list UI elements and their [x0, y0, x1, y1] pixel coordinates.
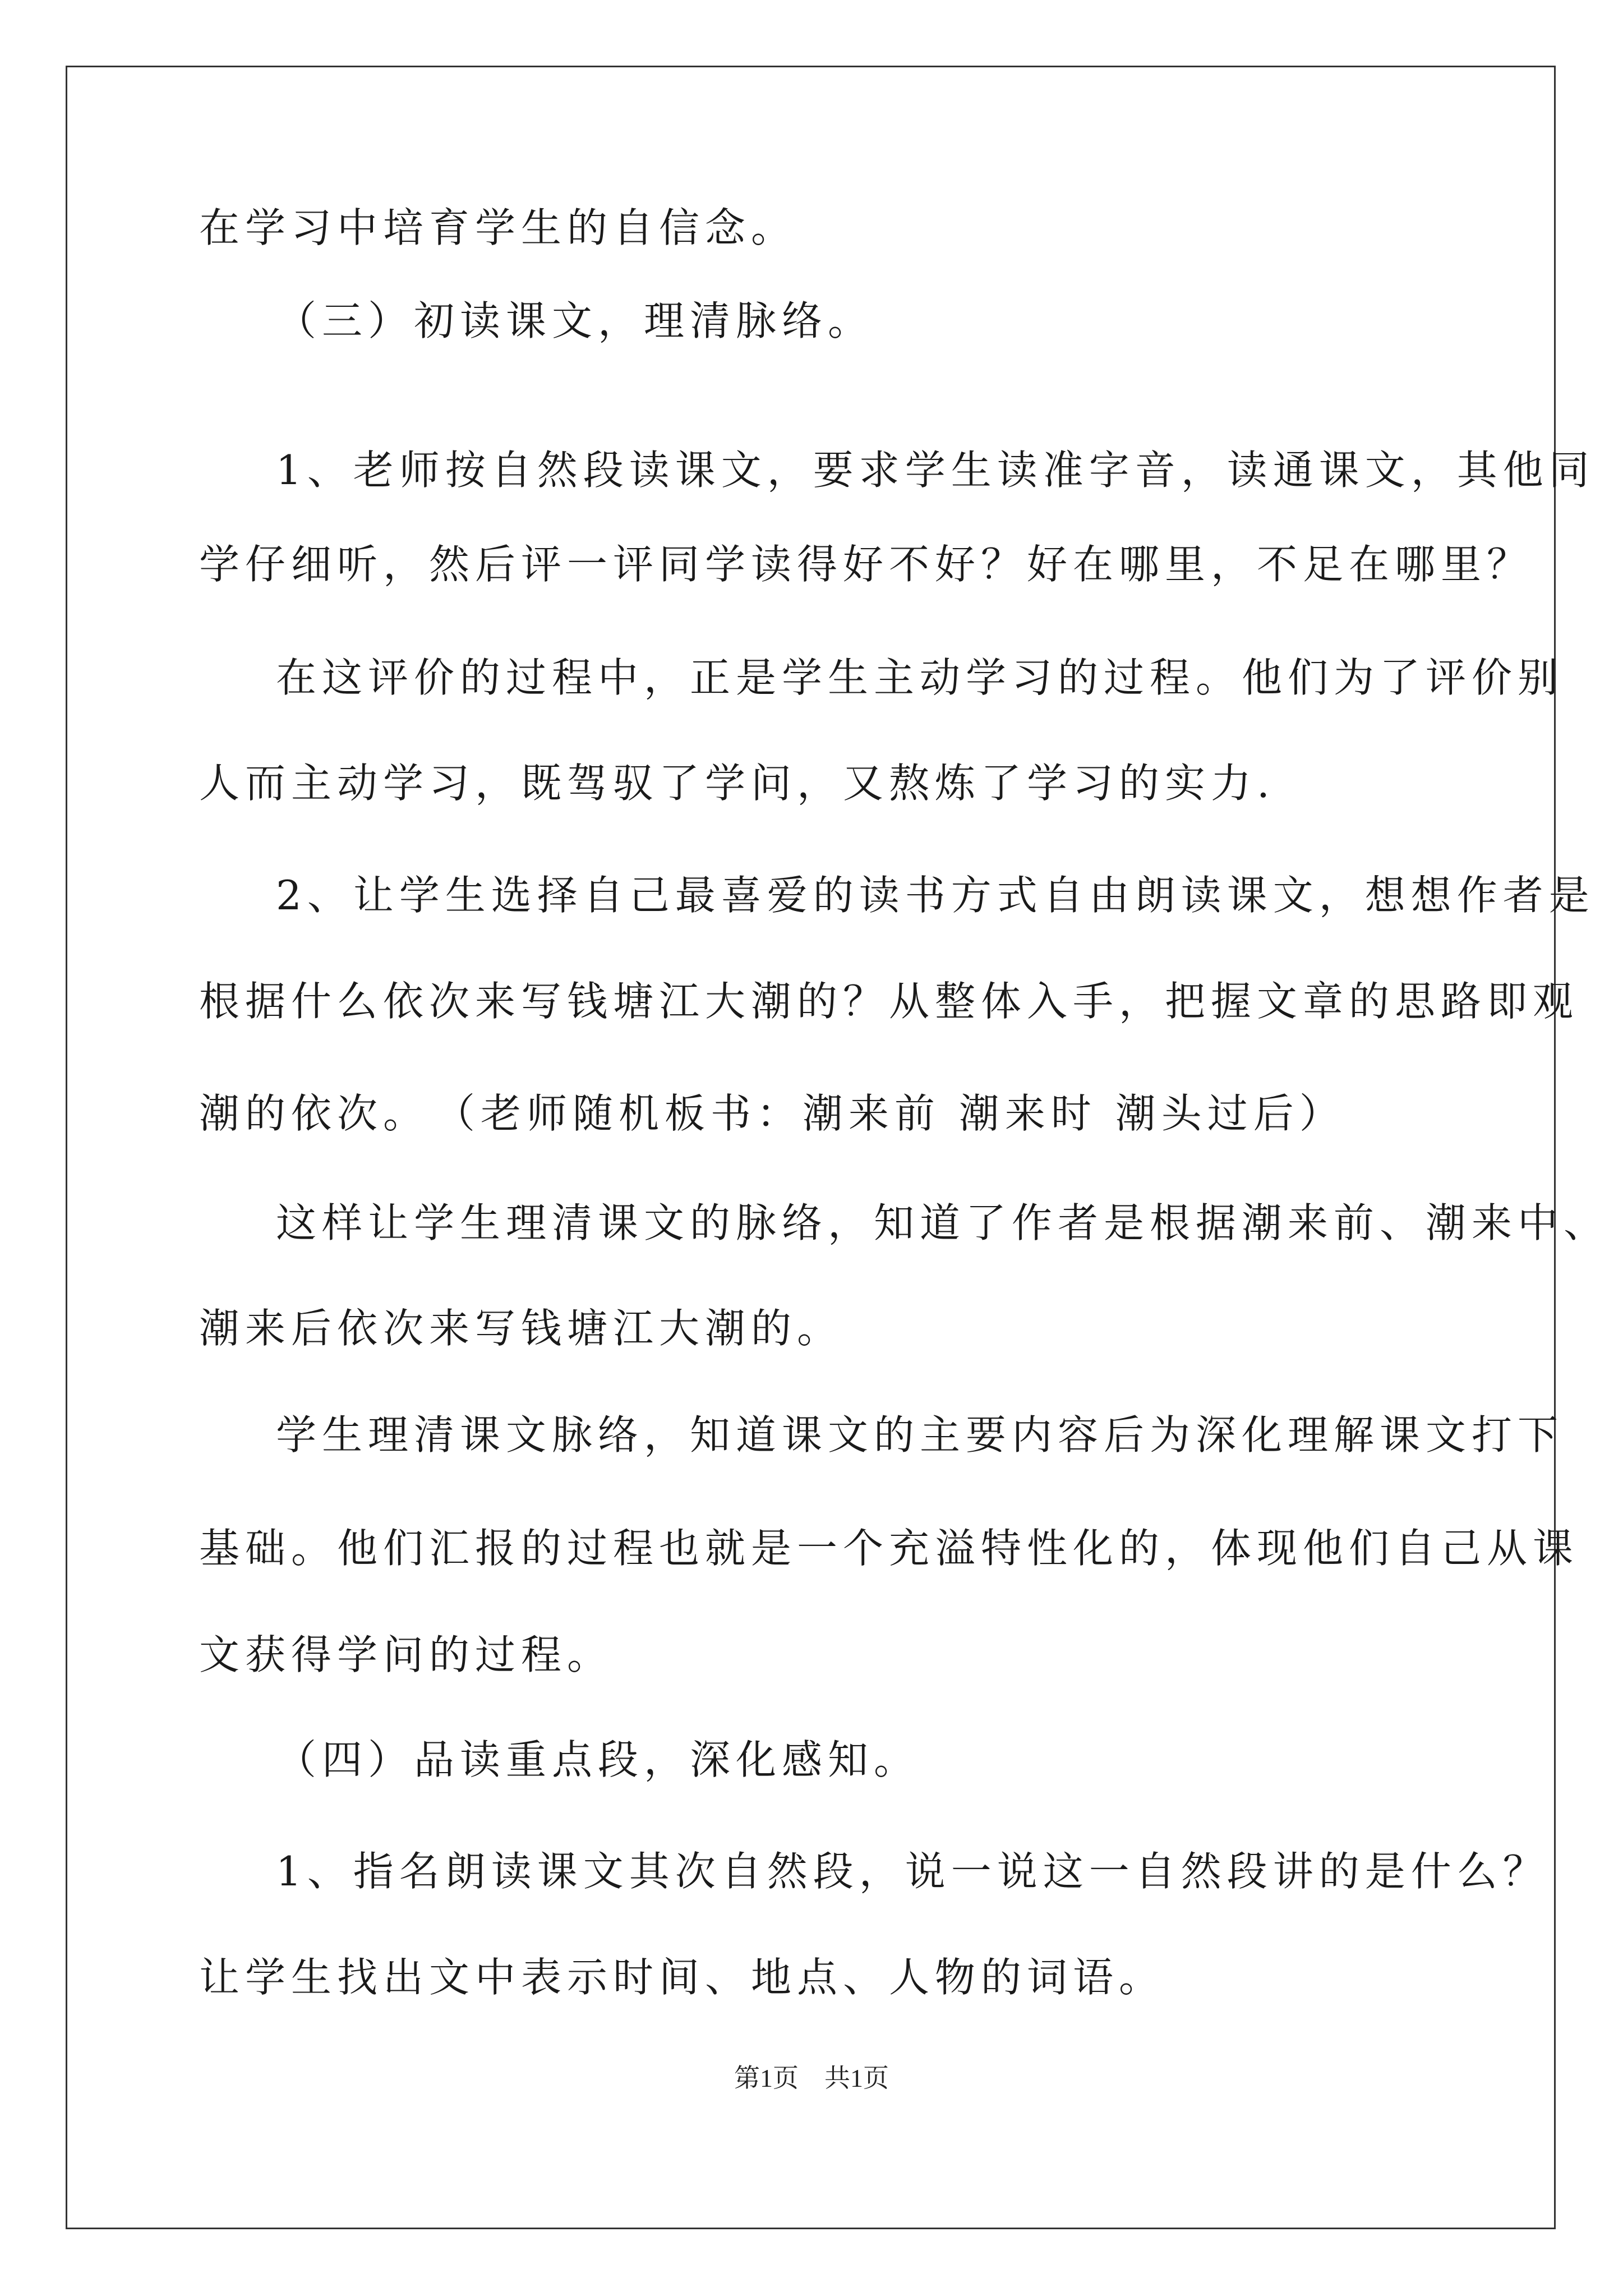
page-border	[66, 66, 1556, 2229]
text-line: 文获得学问的过程。	[199, 1631, 614, 1678]
text-line: 2、让学生选择自己最喜爱的读书方式自由朗读课文，想想作者是	[276, 872, 1595, 919]
text-line: 潮的依次。 （老师随机板书：潮来前 潮来时 潮头过后）	[199, 1090, 1345, 1137]
section-heading: （三）初读课文，理清脉络。	[276, 297, 874, 344]
text-line: 让学生找出文中表示时间、地点、人物的词语。	[199, 1954, 1165, 2001]
text-line: 人而主动学习，既驾驭了学问，又熬炼了学习的实力.	[199, 760, 1275, 807]
text-line: 这样让学生理清课文的脉络，知道了作者是根据潮来前、潮来中、	[276, 1199, 1610, 1246]
text-line: 学生理清课文脉络，知道课文的主要内容后为深化理解课文打下	[276, 1411, 1564, 1458]
section-heading: （四）品读重点段，深化感知。	[276, 1736, 920, 1783]
page-footer	[0, 2062, 1623, 2095]
text-line: 学仔细听，然后评一评同学读得好不好？好在哪里，不足在哪里？	[199, 541, 1533, 588]
text-line: 1、指名朗读课文其次自然段，说一说这一自然段讲的是什么？	[276, 1848, 1549, 1895]
text-line: 根据什么依次来写钱塘江大潮的？从整体入手，把握文章的思路即观	[199, 978, 1579, 1025]
text-line: 潮来后依次来写钱塘江大潮的。	[199, 1305, 843, 1352]
text-line: 在这评价的过程中，正是学生主动学习的过程。他们为了评价别	[276, 654, 1564, 701]
text-line: 基础。他们汇报的过程也就是一个充溢特性化的，体现他们自己从课	[199, 1525, 1579, 1572]
text-line: 1、老师按自然段读课文，要求学生读准字音，读通课文，其他同	[276, 447, 1595, 494]
text-line: 在学习中培育学生的自信念。	[199, 204, 797, 251]
page-number: 第1页 共1页	[734, 2064, 889, 2092]
